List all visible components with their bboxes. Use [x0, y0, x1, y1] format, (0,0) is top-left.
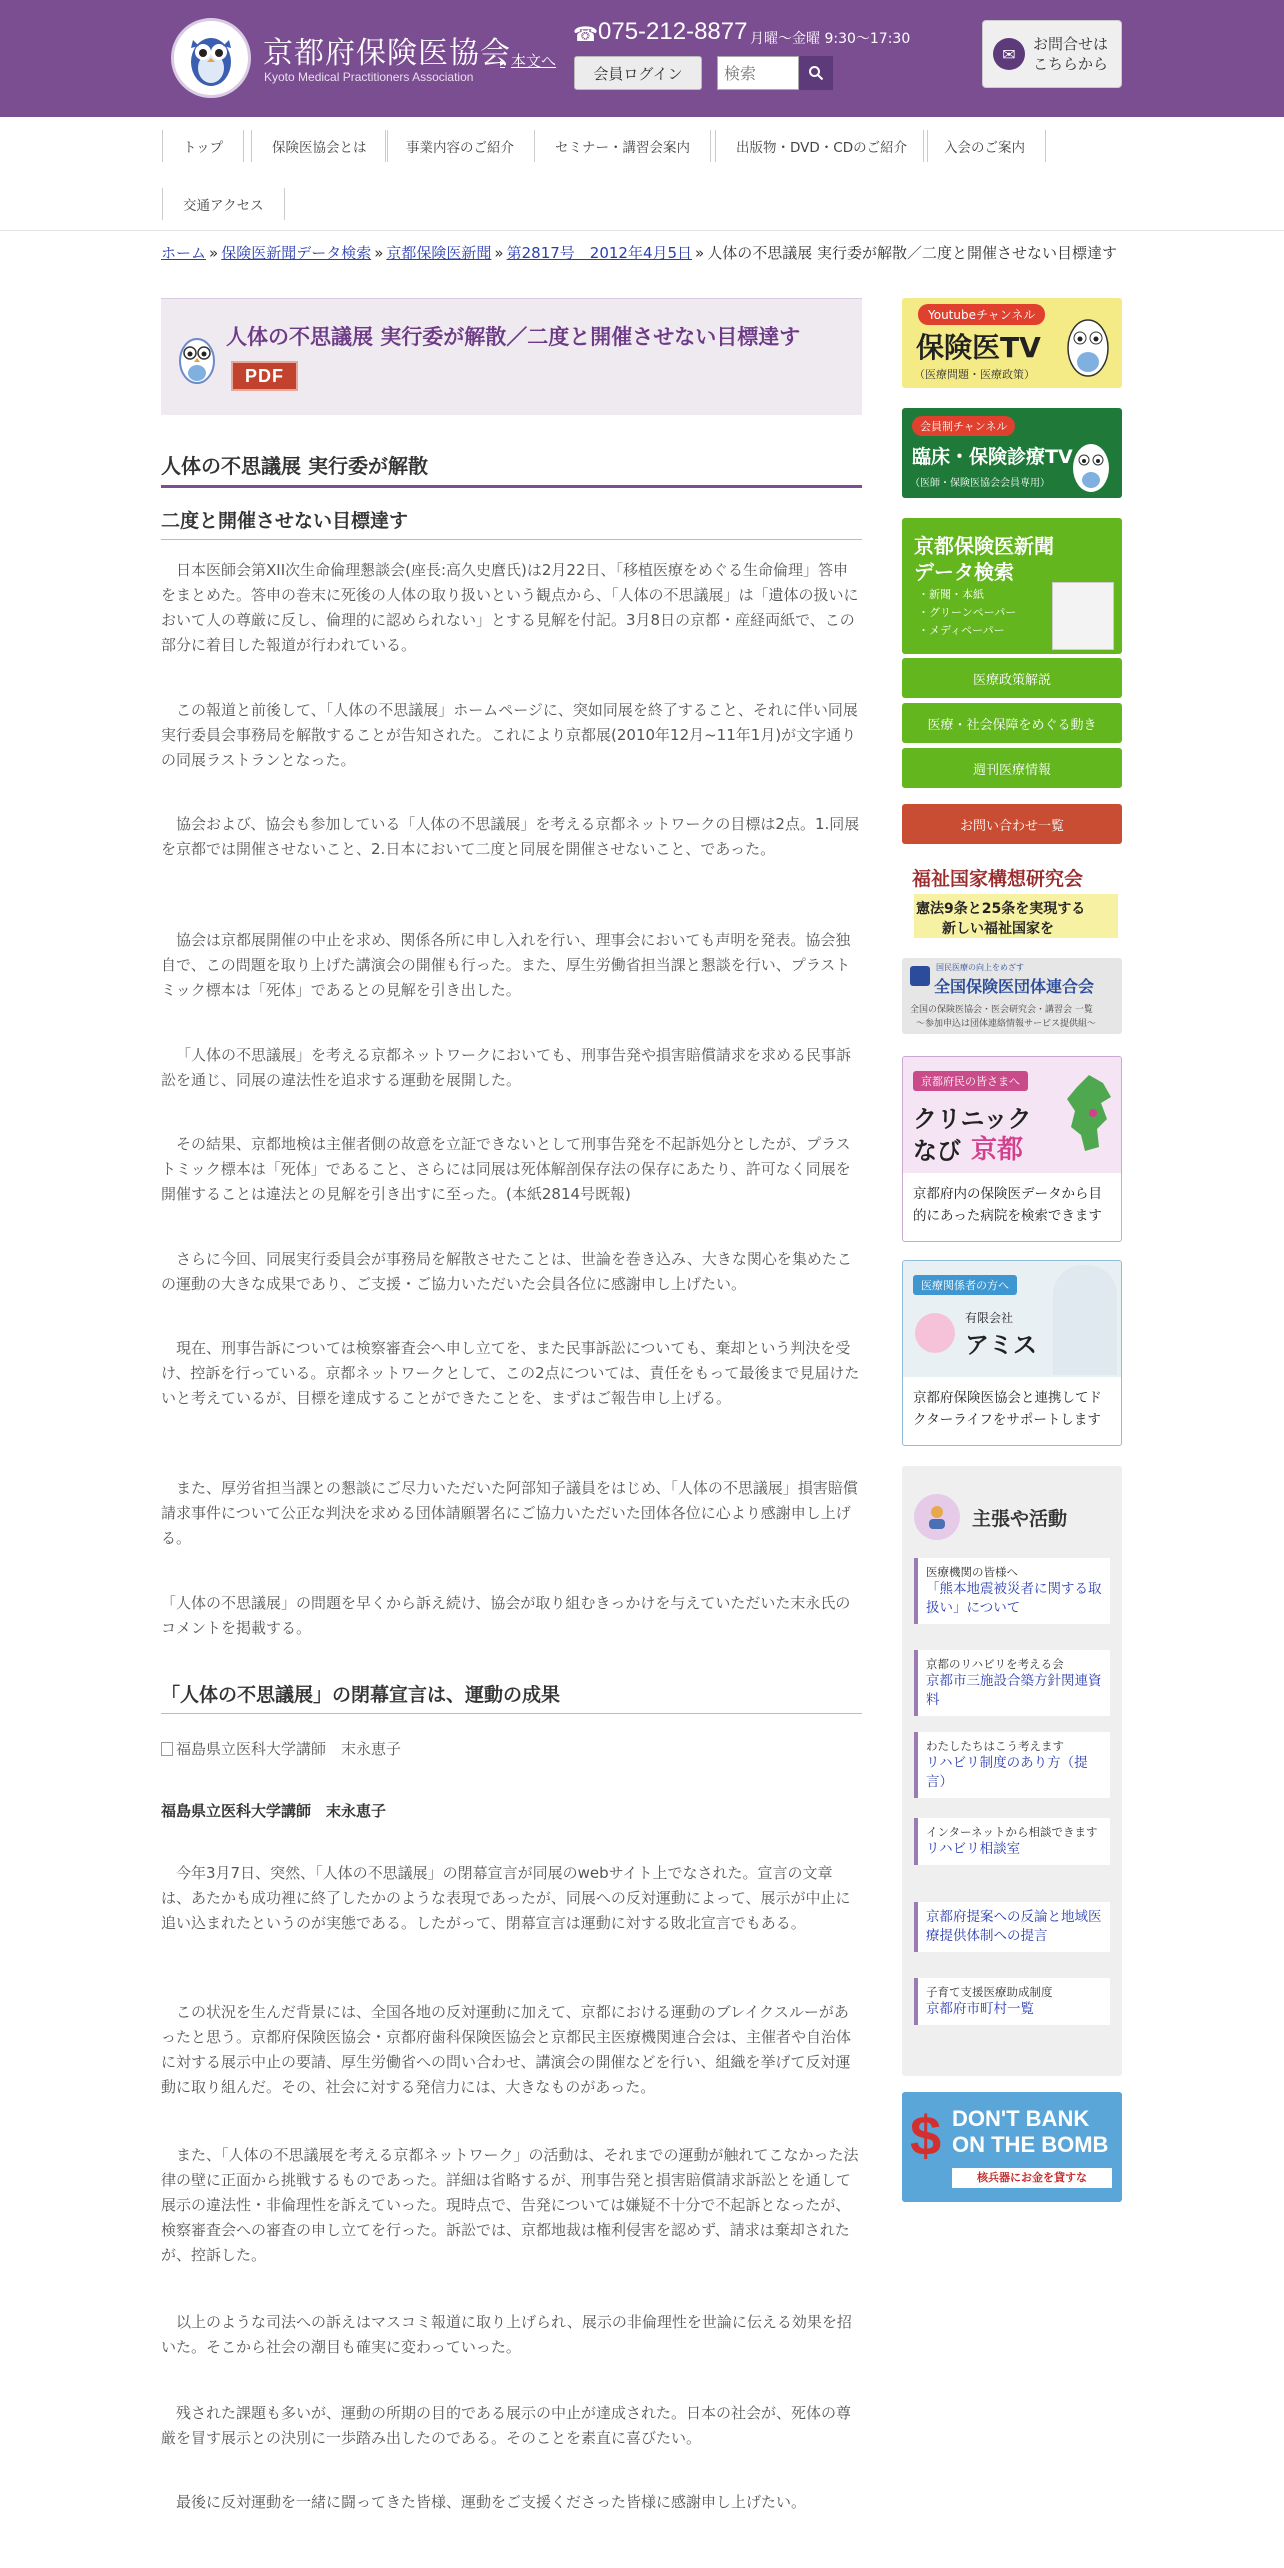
article-title-box [161, 298, 862, 415]
amis-banner[interactable] [902, 1260, 1122, 1446]
newspaper-search-banner[interactable] [902, 518, 1122, 654]
member-login-button[interactable]: 会員ログイン [574, 56, 702, 90]
breadcrumb-home[interactable]: ホーム [161, 244, 207, 262]
nav-item-about[interactable]: 保険医協会とは [251, 130, 388, 162]
paragraph: 残された課題も多いが、運動の所期の目的である展示の中止が達成された。日本の社会が、死体の尊厳を冒す展示との決別に一歩踏み出したのである。そのことを素直に喜びたい。 [161, 2404, 852, 2447]
amis-logo-icon [915, 1313, 955, 1353]
activity-item[interactable] [914, 1650, 1110, 1716]
news-title-1: 京都保険医新聞 [914, 534, 1054, 558]
author-image-alt: 福島県立医科大学講師 末永恵子 [176, 1740, 402, 1758]
activity-link[interactable]: リハビリ制度のあり方（提言） [926, 1755, 1088, 1790]
amis-name: アミス [965, 1331, 1037, 1359]
zenkoku-sub-1: 全国の保険医協会・医会研究会・講習会 一覧 [910, 1005, 1093, 1015]
tv-title: 保険医TV [916, 331, 1041, 364]
news-item: ・グリーンペーパー [918, 606, 1017, 619]
hodanren-logo-icon [910, 966, 930, 986]
breadcrumb: ホーム » 保険医新聞データ検索 » 京都保険医新聞 » 第2817号 2012年4月5日 » 人体の不思議展 実行委が解散／二度と開催させない目標達す [161, 244, 1118, 262]
paragraph: この状況を生んだ背景には、全国各地の反対運動に加えて、京都における運動のブレイクスルーがあったと思う。京都府保険医協会・京都府歯科保険医協会と京都民主医療機関連合会は、主催者や自治体に対する展示中止の要請、厚生労働省への問い合わせ、講演会の開催などを行い、組織を挙げて反対運動に取り組んだ。その、社会に対する発信力には、大きなものがあった。 [161, 2003, 852, 2096]
nav-item-join[interactable]: 入会のご案内 [923, 130, 1046, 162]
social-security-button[interactable]: 医療・社会保障をめぐる動き [902, 703, 1122, 743]
paragraph: 最後に反対運動を一緒に闘ってきた皆様、運動をご支援くださった皆様に感謝申し上げたい。 [176, 2493, 807, 2511]
contact-line2: こちらから [1033, 55, 1109, 73]
clinical-badge: 会員制チャンネル [912, 416, 1015, 436]
nav-item-top[interactable]: トップ [162, 130, 244, 162]
heading-sub: 二度と開催させない目標達す [161, 506, 862, 540]
nav-divider [0, 230, 1284, 231]
site-title[interactable]: 京都府保険医協会 [263, 36, 511, 71]
paragraph: その結果、京都地検は主催者側の故意を立証できないとして刑事告発を不起訴処分としたが、プラストミック標本は「死体」であること、さらには同展は死体解剖保存法の保存にあたり、許可なく同展を開催することは違法との見解を引き出すに至った。(本紙2814号既報) [161, 1135, 851, 1203]
tv-badge: Youtubeチャンネル [918, 304, 1045, 325]
search-button[interactable] [799, 56, 833, 90]
paragraph: また、厚労省担当課との懇談にご尽力いただいた阿部知子議員をはじめ、「人体の不思議展」損害賠償請求事件について公正な判決を求める団体請願署名にご協力いただいた団体各位に心より感謝申し上げる。 [161, 1479, 858, 1547]
mail-icon: ✉ [993, 38, 1025, 70]
heading-comment: 「人体の不思議展」の閉幕宣言は、運動の成果 [161, 1680, 862, 1714]
article-title: 人体の不思議展 実行委が解散／二度と開催させない目標達す [226, 325, 801, 349]
activity-item[interactable] [914, 1818, 1110, 1865]
paragraph: 日本医師会第XII次生命倫理懇談会(座長:高久史麿氏)は2月22日、「移植医療をめぐる生命倫理」答申をまとめた。答申の巻末に死後の人体の取り扱いという観点から、「人体の不思議展」は「遺体の扱いにおいて人の尊厳に反し、倫理的に認められない」とする見解を付記。3月8日の京都・産経両紙で、この部分に着目した報道が行われている。 [161, 561, 859, 654]
clinic-title-1: クリニック [913, 1105, 1032, 1133]
person-icon [914, 1494, 960, 1540]
zenkoku-title: 全国保険医団体連合会 [934, 977, 1095, 996]
activity-link[interactable]: リハビリ相談室 [926, 1841, 1021, 1857]
kyoto-map-icon [1063, 1073, 1115, 1153]
fukushi-banner[interactable] [902, 860, 1122, 942]
news-item: ・新聞・本紙 [918, 588, 984, 601]
weekly-info-button[interactable]: 週刊医療情報 [902, 748, 1122, 788]
activity-small: 子育て支援医療助成制度 [926, 1985, 1053, 1999]
paragraph: 今年3月7日、突然、「人体の不思議展」の閉幕宣言が同展のwebサイト上でなされた。宣言の文章は、あたかも成功裡に終了したかのような表現であったが、同展への反対運動によって、展示が中止に追い込まれたというのが実態である。したがって、閉幕宣言は運動に対する敗北宣言でもある。 [161, 1864, 851, 1932]
breadcrumb-paper[interactable]: 京都保険医新聞 [386, 244, 492, 262]
clinic-badge: 京都府民の皆さまへ [913, 1071, 1028, 1091]
business-hours: 月曜〜金曜 9:30〜17:30 [750, 31, 911, 47]
activity-link[interactable]: 「熊本地震被災者に関する取扱い」について [926, 1581, 1102, 1616]
broken-image-icon [161, 1742, 173, 1756]
activity-small: わたしたちはこう考えます [926, 1739, 1064, 1753]
activity-item[interactable] [914, 1558, 1110, 1624]
zenkoku-sub-2: ～参加申込は団体連絡情報サービス提供組～ [916, 1019, 1097, 1029]
heading-main: 人体の不思議展 実行委が解散 [161, 450, 862, 488]
inquiry-list-button[interactable]: お問い合わせ一覧 [902, 804, 1122, 844]
breadcrumb-search[interactable]: 保険医新聞データ検索 [221, 244, 372, 262]
dont-bank-on-the-bomb-banner[interactable] [902, 2092, 1122, 2202]
news-title-2: データ検索 [914, 560, 1014, 584]
author-name: 福島県立医科大学講師 末永恵子 [161, 1802, 387, 1820]
nav-item-services[interactable]: 事業内容のご紹介 [385, 130, 535, 162]
bomb-subtitle: 核兵器にお金を貸すな [952, 2168, 1112, 2188]
hokeni-tv-banner[interactable] [902, 298, 1122, 388]
clinical-subtitle: （医師・保険医協会会員専用） [910, 478, 1050, 489]
pdf-download-button[interactable]: PDF [231, 361, 298, 391]
phone-number: 075-212-8877 [598, 18, 748, 45]
clinic-description: 京都府内の保険医データから目的にあった病院を検索できます [913, 1186, 1102, 1224]
owl-mascot-icon [1062, 310, 1114, 380]
activity-item[interactable] [914, 1978, 1110, 2025]
owl-logo-icon [179, 26, 243, 90]
fukushi-sub-1: 憲法9条と25条を実現する [916, 901, 1086, 917]
nav-item-access[interactable]: 交通アクセス [162, 188, 285, 220]
dollar-icon: $ [910, 2104, 942, 2167]
clinic-title-2: なび [913, 1137, 961, 1165]
policy-button[interactable]: 医療政策解説 [902, 658, 1122, 698]
tv-subtitle: （医療問題・医療政策） [914, 368, 1035, 381]
zenkoku-banner[interactable] [902, 958, 1122, 1034]
nav-item-publications[interactable]: 出版物・DVD・CDのご紹介 [715, 130, 928, 162]
amis-badge: 医療関係者の方へ [913, 1275, 1017, 1295]
clinical-title: 臨床・保険診療TV [912, 446, 1073, 468]
bomb-line-1: DON'T BANK [952, 2106, 1090, 2131]
paragraph: また、「人体の不思議展を考える京都ネットワーク」の活動は、それまでの運動が触れてこなかった法律の壁に正面から挑戦するものであった。詳細は省略するが、刑事告発と損害賠償請求訴訟とを通して展示の違法性・非倫理性を訴えていった。現時点で、告発については嫌疑不十分で不起訴となったが、検察審査会への審査の申し立てを行った。訴訟では、京都地裁は権利侵害を認めず、請求は棄却されたが、控訴した。 [161, 2146, 859, 2264]
fukushi-title: 福祉国家構想研究会 [912, 868, 1084, 890]
search-icon [808, 65, 824, 81]
owl-mascot-icon [173, 327, 221, 387]
site-header [0, 0, 1284, 117]
clinical-tv-banner[interactable] [902, 408, 1122, 498]
activity-small: 京都のリハビリを考える会 [926, 1657, 1064, 1671]
activity-link[interactable]: 京都府市町村一覧 [926, 2001, 1034, 2017]
phone-icon: ☎ [573, 22, 598, 46]
activity-item[interactable] [914, 1902, 1110, 1952]
search-input[interactable] [717, 56, 799, 90]
paragraph: 現在、刑事告訴については検察審査会へ申し立てを、また民事訴訟についても、棄却という判決を受け、控訴を行っている。京都ネットワークとして、この2点については、責任をもって最後まで見届けたいと考えているが、目標を達成することができたことを、まずはご報告申し上げる。 [161, 1339, 860, 1407]
amis-description: 京都府保険医協会と連携してドクターライフをサポートします [913, 1390, 1102, 1428]
paragraph: 「人体の不思議展」の問題を早くから訴え続け、協会が取り組むきっかけを与えていただいた末永氏のコメントを掲載する。 [161, 1594, 851, 1637]
paragraph: この報道と前後して、「人体の不思議展」ホームページに、突如同展を終了すること、それに伴い同展実行委員会事務局を解散することが告知された。これにより京都展(2010年12月~11年1月)が文字通りの同展ラストランとなった。 [161, 701, 858, 769]
paragraph: 「人体の不思議展」を考える京都ネットワークにおいても、刑事告発や損害賠償請求を求める民事訴訟を通じ、同展の違法性を追求する運動を展開した。 [161, 1046, 852, 1089]
clinic-title-3: 京都 [971, 1135, 1024, 1165]
paragraph: 協会は京都展開催の中止を求め、関係各所に申し入れを行い、理事会においても声明を発表。協会独自で、この問題を取り上げた講演会の開催も行った。また、厚生労働省担当課と懇談を行い、プラストミック標本は「死体」であるとの見解を引き出した。 [161, 931, 851, 999]
activities-title: 主張や活動 [972, 1507, 1068, 1530]
activity-item[interactable] [914, 1732, 1110, 1798]
amis-company: 有限会社 [965, 1311, 1014, 1325]
bomb-line-2: ON THE BOMB [952, 2132, 1109, 2157]
contact-line1: お問合せは [1033, 35, 1109, 53]
activities-panel [902, 1466, 1122, 2076]
nav-item-seminars[interactable]: セミナー・講習会案内 [534, 130, 711, 162]
paragraph: 以上のような司法への訴えはマスコミ報道に取り上げられ、展示の非倫理性を世論に伝える効果を招いた。そこから社会の潮目も確実に変わっていった。 [161, 2313, 852, 2356]
doctor-photo [1053, 1265, 1117, 1375]
newspaper-icon [1052, 582, 1114, 650]
author-image-placeholder [161, 1738, 401, 1759]
owl-logo[interactable] [171, 18, 251, 98]
activity-small: 医療機関の皆様へ [926, 1565, 1018, 1579]
paragraph: 協会および、協会も参加している「人体の不思議展」を考える京都ネットワークの目標は2点。1.同展を京都では開催させないこと、2.日本において二度と同展を開催させないこと、であった。 [161, 815, 860, 858]
clinic-navi-banner[interactable] [902, 1056, 1122, 1242]
skip-to-content-link[interactable]: ▸ 本文へ [500, 50, 556, 71]
breadcrumb-current: 人体の不思議展 実行委が解散／二度と開催させない目標達す [707, 244, 1118, 262]
news-item: ・メディペーパー [918, 624, 1005, 637]
fukushi-sub-2: 新しい福祉国家を [942, 921, 1054, 937]
activity-link[interactable]: 京都市三施設合築方針関連資料 [926, 1673, 1102, 1708]
breadcrumb-issue[interactable]: 第2817号 2012年4月5日 [506, 244, 693, 262]
activity-small: インターネットから相談できます [926, 1825, 1098, 1839]
activity-link[interactable]: 京都府提案への反論と地域医療提供体制への提言 [926, 1909, 1102, 1944]
site-subtitle: Kyoto Medical Practitioners Association [264, 70, 474, 84]
paragraph: さらに今回、同展実行委員会が事務局を解散させたことは、世論を巻き込み、大きな関心を集めたこの運動の大きな成果であり、ご支援・ご協力いただいた会員各位に感謝申し上げたい。 [161, 1250, 852, 1293]
zenkoku-small: 国民医療の向上をめざす [936, 963, 1024, 972]
owl-mascot-icon [1067, 436, 1115, 494]
contact-button[interactable] [982, 20, 1122, 88]
